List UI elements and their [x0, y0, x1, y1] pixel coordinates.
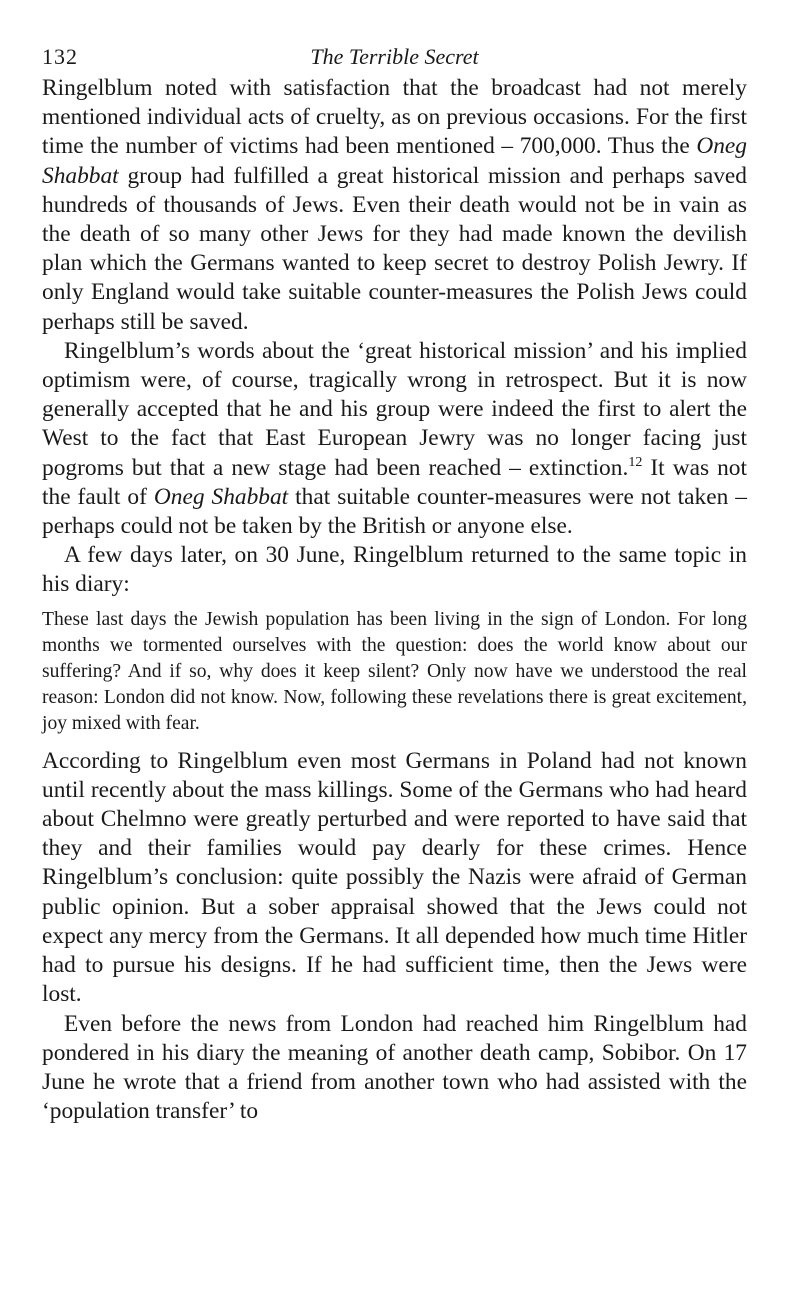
block-quote: These last days the Jewish population has been living in the sign of London. For long months we tormented ourselves with the question: does the world know about our suffering? And if so, why does it keep silent? Only now have we understood the real reason: London did not know. Now, following these revelations there is great excitement, joy mixed with fear.	[42, 608, 747, 735]
paragraph-2-text-b: It was not the fault of	[42, 454, 747, 510]
running-title: The Terrible Secret	[310, 44, 479, 69]
paragraph-2-italic: Oneg Shabbat	[153, 483, 289, 510]
paragraph-2-text-c: that suitable counter-measures were not taken – perhaps could not be taken by the British or anyone else.	[42, 483, 747, 540]
body-text	[42, 74, 747, 1126]
paragraph-2	[42, 337, 747, 541]
paragraph-1-text-a: Ringelblum noted with satisfaction that the broadcast had not merely mentioned individual acts of cruelty, as on previous occasions. For the first time the number of victims had been mentioned – 700,000. Thus the	[42, 75, 747, 160]
paragraph-4: According to Ringelblum even most Germans in Poland had not known until recently about the mass killings. Some of the Germans who had heard about Chelmno were greatly perturbed and were reported to have said that they and their families would pay dearly for these crimes. Hence Ringelblum’s conclusion: quite possibly the Nazis were afraid of German public opinion. But a sober appraisal showed that the Jews could not expect any mercy from the Germans. It all depended how much time Hitler had to pursue his designs. If he had sufficient time, then the Jews were lost.	[42, 747, 747, 1008]
running-head	[42, 40, 747, 74]
paragraph-5: Even before the news from London had reached him Ringelblum had pondered in his diary the meaning of another death camp, Sobibor. On 17 June he wrote that a friend from another town who had assisted with the ‘population transfer’ to	[42, 1010, 747, 1125]
paragraph-2-text-a: Ringelblum’s words about the ‘great historical mission’ and his implied optimism were, of course, tragically wrong in retrospect. But it is now generally accepted that he and his group were indeed the first to alert the West to the fact that East European Jewry was no longer facing just pogroms but that a new stage had been reached – extinction.	[42, 337, 747, 481]
page-number: 132	[42, 44, 78, 69]
footnote-marker: 12	[628, 453, 643, 470]
book-page	[42, 40, 747, 1126]
paragraph-1	[42, 74, 747, 337]
paragraph-3: A few days later, on 30 June, Ringelblum returned to the same topic in his diary:	[42, 542, 747, 598]
paragraph-1-italic: Oneg Shabbat	[42, 133, 747, 189]
paragraph-1-text-b: group had fulfilled a great historical mission and perhaps saved hundreds of thousands of Jews. Even their death would not be in vain as the death of so many other Jews for they had made known the devilish plan which the Germans wanted to keep secret to destroy Polish Jewry. If only England would take suitable counter-measures the Polish Jews could perhaps still be saved.	[42, 162, 747, 335]
